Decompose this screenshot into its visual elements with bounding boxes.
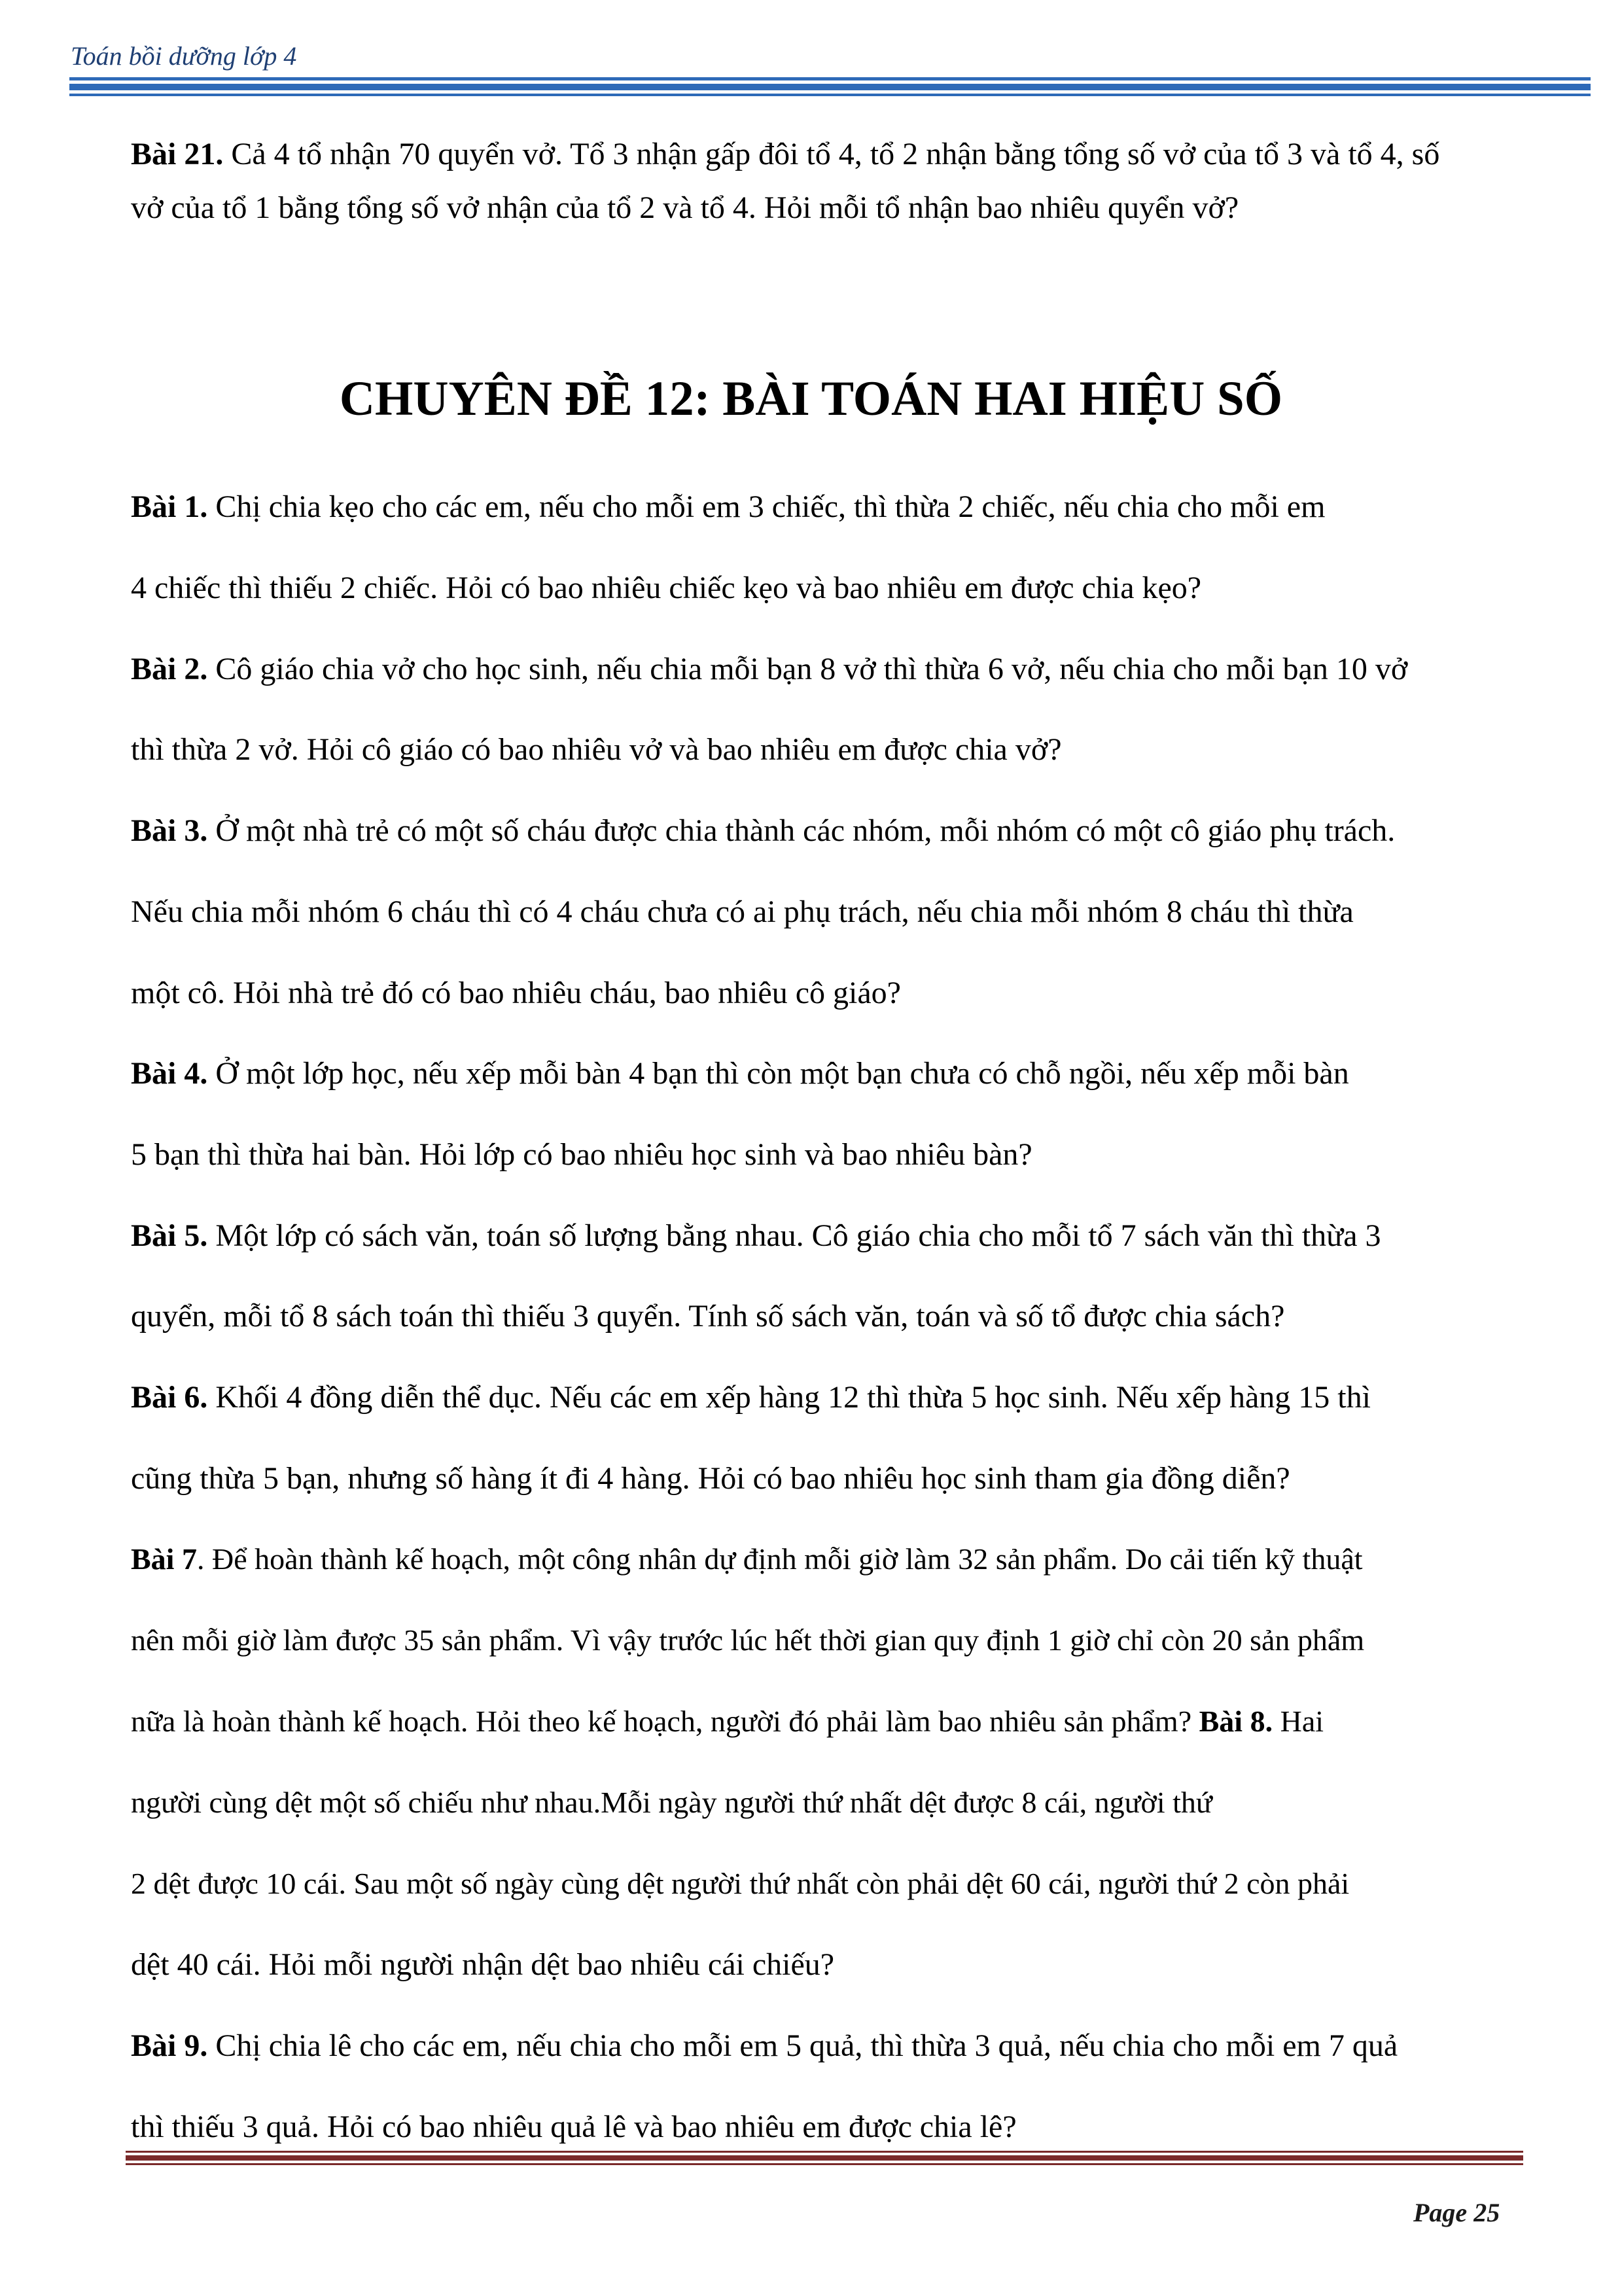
problem-line [131, 1382, 1371, 1413]
problem-text: Chị chia lê cho các em, nếu chia cho mỗi em 5 quả, thì thừa 3 quả, nếu chia cho mỗi em 7 quả [207, 2028, 1398, 2063]
problem-label: Bài 7 [131, 1542, 197, 1576]
problem-line [131, 1706, 1324, 1737]
problem-label: Bài 8. [1199, 1704, 1273, 1738]
footer-rule-thin-bottom [126, 2163, 1523, 2165]
problem-text: Ở một nhà trẻ có một số cháu được chia thành các nhóm, mỗi nhóm có một cô giáo phụ trách. [207, 813, 1396, 848]
header-rule-thick [69, 84, 1591, 90]
problem-line: quyển, mỗi tổ 8 sách toán thì thiếu 3 quyển. Tính số sách văn, toán và số tổ được chia sách? [131, 1299, 1285, 1333]
problem-label: Bài 9. [131, 2028, 208, 2063]
problem-line: người cùng dệt một số chiếu như nhau.Mỗi ngày người thứ nhất dệt được 8 cái, người thứ [131, 1786, 1212, 1819]
chapter-title: CHUYÊN ĐỀ 12: BÀI TOÁN HAI HIỆU SỐ [339, 372, 1283, 426]
problem-text: . Để hoàn thành kế hoạch, một công nhân dự định mỗi giờ làm 32 sản phẩm. Do cải tiến kỹ thuật [196, 1542, 1363, 1576]
problem-text: Khối 4 đồng diễn thể dục. Nếu các em xếp hàng 12 thì thừa 5 học sinh. Nếu xếp hàng 15 thì [207, 1380, 1371, 1415]
problem-text: Một lớp có sách văn, toán số lượng bằng nhau. Cô giáo chia cho mỗi tổ 7 sách văn thì thừa 3 [207, 1218, 1381, 1253]
problem-line [131, 654, 1407, 685]
problem-text: Ở một lớp học, nếu xếp mỗi bàn 4 bạn thì còn một bạn chưa có chỗ ngồi, nếu xếp mỗi bàn [207, 1056, 1349, 1091]
problem-line [131, 491, 1325, 523]
problem-line: 4 chiếc thì thiếu 2 chiếc. Hỏi có bao nhiêu chiếc kẹo và bao nhiêu em được chia kẹo? [131, 571, 1202, 605]
problem-label: Bài 1. [131, 489, 208, 524]
footer-rule-thin-top [126, 2151, 1523, 2153]
problem-label: Bài 3. [131, 813, 208, 848]
problem-line: 5 bạn thì thừa hai bàn. Hỏi lớp có bao nhiêu học sinh và bao nhiêu bàn? [131, 1137, 1032, 1172]
problem-label: Bài 21. [131, 137, 224, 171]
problem-text: nữa là hoàn thành kế hoạch. Hỏi theo kế hoạch, người đó phải làm bao nhiêu sản phẩm? [131, 1704, 1199, 1738]
problem-line [131, 1220, 1381, 1252]
problem-line: thì thiếu 3 quả. Hỏi có bao nhiêu quả lê và bao nhiêu em được chia lê? [131, 2110, 1017, 2144]
problem-label: Bài 2. [131, 652, 208, 686]
problem-label: Bài 4. [131, 1056, 208, 1091]
problem-line: 2 dệt được 10 cái. Sau một số ngày cùng dệt người thứ nhất còn phải dệt 60 cái, người thứ 2 còn phải [131, 1867, 1350, 1900]
header-rule-thin-bottom [69, 94, 1591, 96]
problem-line: cũng thừa 5 bạn, nhưng số hàng ít đi 4 hàng. Hỏi có bao nhiêu học sinh tham gia đồng diễn? [131, 1461, 1290, 1496]
problem-line [131, 2030, 1398, 2062]
problem-line: nên mỗi giờ làm được 35 sản phẩm. Vì vậy trước lúc hết thời gian quy định 1 giờ chỉ còn 20 sản phẩm [131, 1623, 1365, 1657]
problem-line: vở của tổ 1 bằng tổng số vở nhận của tổ 2 và tổ 4. Hỏi mỗi tổ nhận bao nhiêu quyển vở? [131, 190, 1239, 225]
problem-line [131, 139, 1439, 170]
problem-line: một cô. Hỏi nhà trẻ đó có bao nhiêu cháu, bao nhiêu cô giáo? [131, 976, 901, 1010]
problem-text: Cả 4 tổ nhận 70 quyển vở. Tổ 3 nhận gấp đôi tổ 4, tổ 2 nhận bằng tổng số vở của tổ 3 và tổ 4, số [223, 137, 1440, 171]
problem-text: Chị chia kẹo cho các em, nếu cho mỗi em 3 chiếc, thì thừa 2 chiếc, nếu chia cho mỗi em [207, 489, 1326, 524]
footer-rule-thick [126, 2155, 1523, 2161]
problem-line [131, 815, 1395, 847]
problem-line: dệt 40 cái. Hỏi mỗi người nhận dệt bao nhiêu cái chiếu? [131, 1947, 835, 1982]
problem-label: Bài 6. [131, 1380, 208, 1415]
problem-label: Bài 5. [131, 1218, 208, 1253]
problem-line [131, 1058, 1349, 1089]
header-rule-thin-top [69, 77, 1591, 80]
page-number: Page 25 [1413, 2198, 1500, 2227]
problem-line [131, 1544, 1363, 1574]
problem-text: Cô giáo chia vở cho học sinh, nếu chia mỗi bạn 8 vở thì thừa 6 vở, nếu chia cho mỗi bạn 10 vở [207, 652, 1408, 686]
problem-line: thì thừa 2 vở. Hỏi cô giáo có bao nhiêu vở và bao nhiêu em được chia vở? [131, 732, 1062, 767]
problem-text: Hai [1273, 1704, 1324, 1738]
header-title: Toán bồi dưỡng lớp 4 [71, 41, 297, 71]
problem-line: Nếu chia mỗi nhóm 6 cháu thì có 4 cháu chưa có ai phụ trách, nếu chia mỗi nhóm 8 cháu thì thừa [131, 894, 1354, 929]
